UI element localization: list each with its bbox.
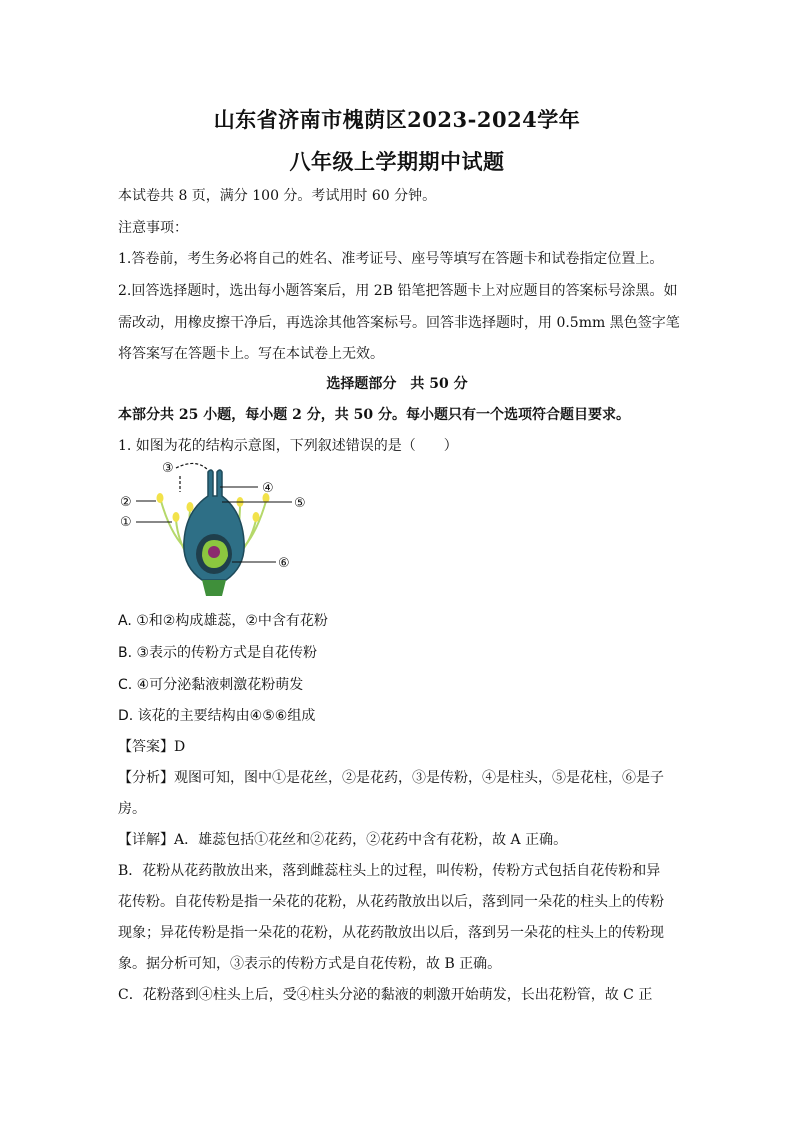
- question-1-stem: 1. 如图为花的结构示意图，下列叙述错误的是（ ）: [118, 438, 458, 454]
- section-heading: 选择题部分 共 50 分: [326, 376, 468, 392]
- detail-b-line-1: B．花粉从花药散放出来，落到雌蕊柱头上的过程，叫传粉，传粉方式包括自花传粉和异: [118, 863, 661, 879]
- label-3: ③: [162, 461, 174, 476]
- notice-item-1: 1.答卷前，考生务必将自己的姓名、准考证号、座号等填写在答题卡和试卷指定位置上。: [118, 251, 664, 267]
- detail-b-line-4: 象。据分析可知，③表示的传粉方式是自花传粉，故 B 正确。: [118, 956, 502, 972]
- notice-heading: 注意事项：: [118, 220, 188, 236]
- notice-item-2-line-2: 需改动，用橡皮擦干净后，再选涂其他答案标号。回答非选择题时，用 0.5mm 黑色签字笔: [118, 315, 680, 331]
- label-1: ①: [120, 515, 132, 530]
- notice-item-2-line-1: 2.回答选择题时，选出每小题答案后，用 2B 铅笔把答题卡上对应题目的答案标号涂黑。如: [118, 283, 678, 299]
- label-5: ⑤: [294, 496, 306, 511]
- flower-structure-diagram: [116, 456, 306, 606]
- detail-b-line-2: 花传粉。自花传粉是指一朵花的花粉，从花药散放出以后，落到同一朵花的柱头上的传粉: [118, 894, 664, 910]
- receptacle: [202, 580, 226, 596]
- option-b: B. ③表示的传粉方式是自花传粉: [118, 645, 318, 661]
- label-6: ⑥: [278, 556, 290, 571]
- answer: 【答案】D: [118, 739, 186, 755]
- document-title-line-2: 八年级上学期期中试题: [289, 149, 505, 174]
- detail-a: 【详解】A．雄蕊包括①花丝和②花药，②花药中含有花粉，故 A 正确。: [118, 832, 568, 848]
- option-a: A. ①和②构成雄蕊，②中含有花粉: [118, 613, 328, 629]
- detail-c: C．花粉落到④柱头上后，受④柱头分泌的黏液的刺激开始萌发，长出花粉管，故 C 正: [118, 987, 653, 1003]
- section-instruction: 本部分共 25 小题，每小题 2 分，共 50 分。每小题只有一个选项符合题目要求。: [118, 407, 630, 423]
- label-4: ④: [262, 481, 274, 496]
- option-d: D. 该花的主要结构由④⑤⑥组成: [118, 708, 316, 724]
- option-c: C. ④可分泌黏液刺激花粉萌发: [118, 677, 304, 693]
- label-2: ②: [120, 495, 132, 510]
- exam-info: 本试卷共 8 页，满分 100 分。考试用时 60 分钟。: [118, 188, 437, 204]
- pollination-arrow: [176, 463, 208, 470]
- analysis-line-2: 房。: [118, 801, 146, 817]
- detail-b-line-3: 现象；异花传粉是指一朵花的花粉，从花药散放出以后，落到另一朵花的柱头上的传粉现: [118, 925, 664, 941]
- document-title-line-1: 山东省济南市槐荫区2023-2024学年: [213, 107, 581, 132]
- notice-item-2-line-3: 将答案写在答题卡上。写在本试卷上无效。: [118, 346, 384, 362]
- analysis-line-1: 【分析】观图可知，图中①是花丝，②是花药，③是传粉，④是柱头，⑤是花柱，⑥是子: [118, 770, 664, 786]
